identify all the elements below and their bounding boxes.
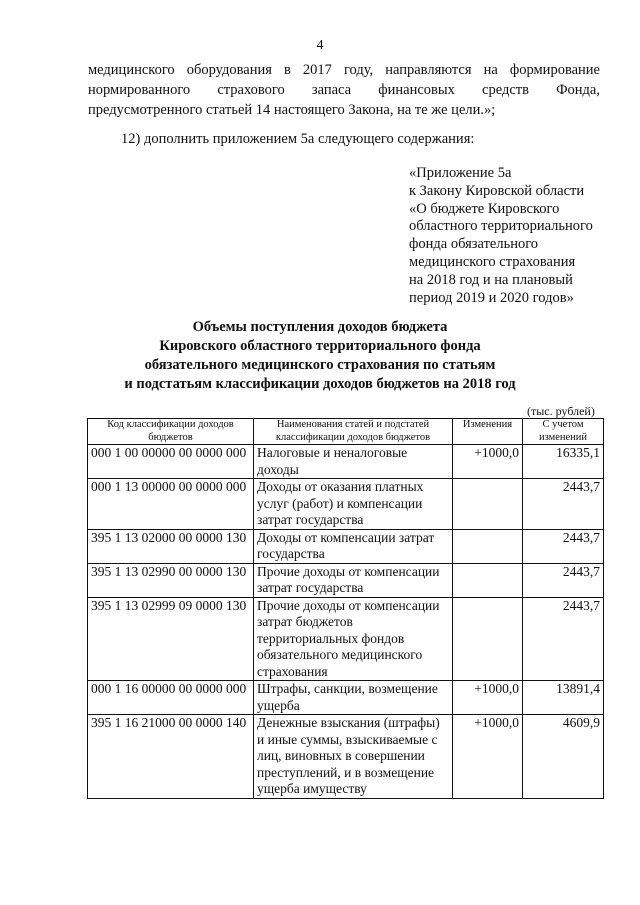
header-name: Наименования статей и подстатей классификации доходов бюджетов	[254, 419, 453, 445]
row-change	[453, 529, 523, 563]
row-total: 2443,7	[523, 529, 604, 563]
row-change	[453, 597, 523, 681]
table-row	[88, 597, 604, 681]
page-number: 4	[316, 38, 324, 53]
row-code: 000 1 16 00000 00 0000 000	[88, 681, 254, 715]
header-change: Изменения	[453, 419, 523, 445]
row-total: 2443,7	[523, 563, 604, 597]
table-row	[88, 715, 604, 799]
intro-line-2: нормированного страхового запаса финансовых средств Фонда,	[88, 82, 600, 98]
table-row	[88, 681, 604, 715]
intro-line-3: предусмотренного статьей 14 настоящего Закона, на те же цели.»;	[88, 102, 496, 118]
row-change: +1000,0	[453, 445, 523, 479]
row-name: Доходы от компенсации затрат государства	[254, 529, 453, 563]
row-code: 395 1 13 02990 00 0000 130	[88, 563, 254, 597]
appendix-line: областного территориального	[409, 218, 593, 235]
row-name: Прочие доходы от компенсации затрат государства	[254, 563, 453, 597]
row-change: +1000,0	[453, 715, 523, 799]
table-row	[88, 479, 604, 530]
table-row	[88, 563, 604, 597]
row-change	[453, 479, 523, 530]
appendix-line: к Закону Кировской области	[409, 182, 585, 199]
row-change	[453, 563, 523, 597]
row-code: 395 1 16 21000 00 0000 140	[88, 715, 254, 799]
units-note: (тыс. рублей)	[527, 404, 595, 418]
table-header-row	[88, 419, 604, 445]
appendix-line: на 2018 год и на плановый	[409, 271, 573, 288]
intro-line-1: медицинского оборудования в 2017 году, направляются на формирование	[88, 62, 600, 78]
row-code: 395 1 13 02000 00 0000 130	[88, 529, 254, 563]
revenue-table	[87, 418, 604, 799]
row-name: Доходы от оказания платных услуг (работ) и компенсации затрат государства	[254, 479, 453, 530]
row-name: Налоговые и неналоговые доходы	[254, 445, 453, 479]
intro-paragraph	[88, 60, 600, 120]
amendment-text: 12) дополнить приложением 5а следующего содержания:	[121, 131, 475, 147]
table-row	[88, 529, 604, 563]
row-total: 2443,7	[523, 479, 604, 530]
appendix-line: «Приложение 5а	[409, 165, 512, 181]
table-row	[88, 445, 604, 479]
header-total: С учетом изменений	[523, 419, 604, 445]
appendix-line: медицинского страхования	[409, 253, 576, 270]
row-total: 13891,4	[523, 681, 604, 715]
table-title	[0, 318, 640, 394]
appendix-line: период 2019 и 2020 годов»	[409, 289, 574, 306]
row-name: Прочие доходы от компенсации затрат бюджетов территориальных фондов обязательного медицинского страхования	[254, 597, 453, 681]
row-total: 16335,1	[523, 445, 604, 479]
header-code: Код классификации доходов бюджетов	[88, 419, 254, 445]
appendix-line: фонда обязательного	[409, 236, 539, 253]
row-total: 2443,7	[523, 597, 604, 681]
row-code: 000 1 00 00000 00 0000 000	[88, 445, 254, 479]
row-total: 4609,9	[523, 715, 604, 799]
table-title-line: и подстатьям классификации доходов бюджетов на 2018 год	[124, 376, 516, 392]
row-change: +1000,0	[453, 681, 523, 715]
row-name: Денежные взыскания (штрафы) и иные суммы, взыскиваемые с лиц, виновных в совершении преступлений, и в возмещение ущерба имуществу	[254, 715, 453, 799]
table-title-line: Объемы поступления доходов бюджета	[192, 319, 448, 335]
row-name: Штрафы, санкции, возмещение ущерба	[254, 681, 453, 715]
table-title-line: Кировского областного территориального фонда	[159, 338, 481, 354]
row-code: 000 1 13 00000 00 0000 000	[88, 479, 254, 530]
table-title-line: обязательного медицинского страхования по статьям	[144, 357, 496, 373]
row-code: 395 1 13 02999 09 0000 130	[88, 597, 254, 681]
appendix-line: «О бюджете Кировского	[409, 200, 560, 217]
appendix-note	[409, 165, 593, 307]
